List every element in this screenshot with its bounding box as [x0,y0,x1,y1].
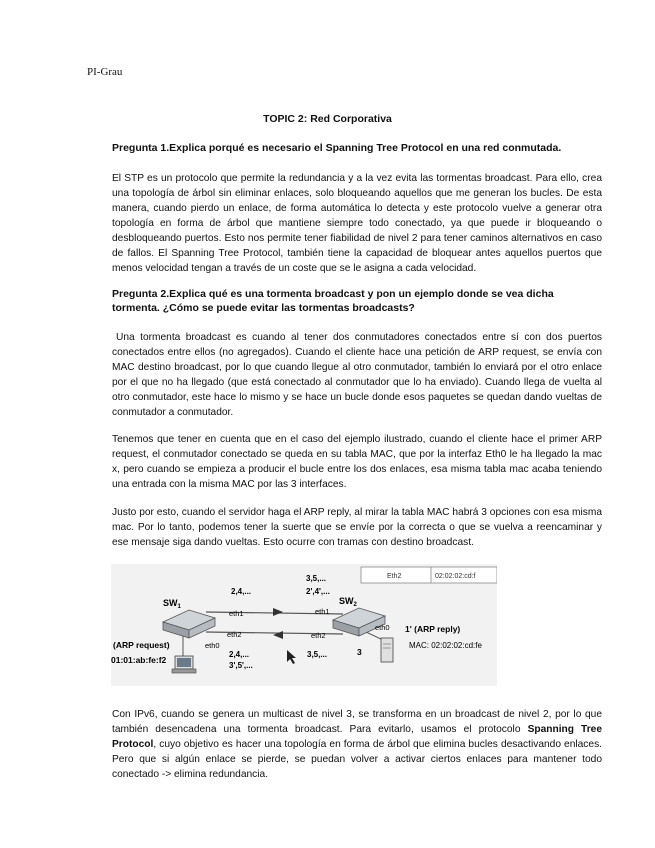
answer-2-paragraph-2: Tenemos que tener en cuenta que en el caso del ejemplo ilustrado, cuando el cliente hace el primer ARP request, el conmutador conectado se queda en su tabla MAC, que por la interfaz Eth0 le ha llegado la mac x, pero cuando se empieza a producir el bucle entre los dos enlaces, esa misma tabla mac acaba teniendo una entrada con la misma MAC por las 3 interfaces. [112,434,602,490]
question-2: Pregunta 2.Explica qué es una tormenta broadcast y pon un ejemplo donde se vea dicha tormenta. ¿Cómo se puede evitar las tormentas broadcasts? [112,288,554,314]
server-mac-label: MAC: 02:02:02:cd:fe [409,641,482,650]
sw2-label: $SW_2$ [339,596,357,608]
top-right-sequence-1: 3,5,... [306,574,327,583]
client-computer-icon [172,656,196,673]
sw1-eth1-label: eth1 [229,609,244,618]
top-right-sequence-2: 2',4',... [306,587,330,596]
sw1-eth2-label: eth2 [227,630,242,639]
mac-table-mac: 02:02:02:cd:f [435,573,476,580]
server-icon [381,638,393,662]
bottom-right-sequence: 3,5,... [307,650,328,659]
sw1-eth0-label: eth0 [205,641,220,650]
page-header: PI-Grau [87,66,123,78]
bottom-left-sequence-1: 2,4,... [229,650,250,659]
step-three-label: 3 [357,647,362,657]
client-mac-label: 01:01:ab:fe:f2 [111,655,167,665]
top-left-sequence: 2,4,... [231,587,252,596]
answer-2-paragraph-4: Con IPv6, cuando se genera un multicast de nivel 3, se transforma en un broadcast de nivel 2, por lo que también desencadena una tormenta broadcast. Para evitarlo, usamos el protocolo Spanning Tree Protocol, cuyo objetivo es hacer una topología en forma de árbol que elimina bucles desactivando enlaces. Pero que si algún enlace se pierde, se puedan volver a activar ciertos enlaces para mantener todo conectado -> elimina redundancia. [112,709,602,780]
bottom-left-sequence-2: 3',5',... [229,661,253,670]
page-title: TOPIC 2: Red Corporativa [263,113,392,125]
broadcast-storm-diagram [111,564,497,686]
sw2-eth0-label: eth0 [375,623,390,632]
answer-1-paragraph: El STP es un protocolo que permite la redundancia y a la vez evita las tormentas broadcast. Para ello, crea una topología de árbol sin eliminar enlaces, solo bloqueando aquellos que me generan los bucles. De esta manera, cuando pierdo un enlace, de forma automática lo detecta y este protocolo vuelve a generar otra topología en forma de árbol que mantiene siempre todo conectado, ya que puede ir bloqueando o desbloqueando puertos. Esto nos permite tener fiabilidad de nivel 2 para tener caminos alternativos en caso de fallos. El Spanning Tree Protocol, también tiene la capacidad de bloquear antes aquellos puertos que menos velocidad tengan a través de un coste que se le asigna a cada velocidad. [112,173,602,274]
sw2-eth2-label: eth2 [311,631,326,640]
sw1-label: $SW_1$ [163,598,181,610]
sw2-eth1-label: eth1 [315,607,330,616]
arp-request-label: (ARP request) [113,640,170,650]
mac-table-iface: Eth2 [387,573,402,580]
answer-2-paragraph-3: Justo por esto, cuando el servidor haga el ARP reply, al mirar la tabla MAC habrá 3 opciones con esa misma mac. Por lo tanto, podemos tener la suerte que se envíe por la correcta o que se vuelva a reencaminar y ese mensaje siga dando vueltas. Esto ocurre con tramas con destino broadcast. [112,507,602,548]
arp-reply-label: 1' (ARP reply) [405,624,461,634]
answer-2-paragraph-1: Una tormenta broadcast es cuando al tener dos conmutadores conectados entre sí con dos puertos conectados entre ellos (no agregados). Cuando el cliente hace una petición de ARP request, se envía con MAC destino broadcast, por lo que cuando llegue al otro conmutador, también lo enviará por el otro enlace por el que no ha llegado (que está conectado al conmutador que lo ha enviado). Cuando llega de vuelta al otro conmutador, este hace lo mismo y se hace un bucle donde esos paquetes se quedan dando vueltas de conmutador a conmutador. [112,332,602,418]
question-1: Pregunta 1.Explica porqué es necesario el Spanning Tree Protocol en una red conmutada. [112,142,562,154]
